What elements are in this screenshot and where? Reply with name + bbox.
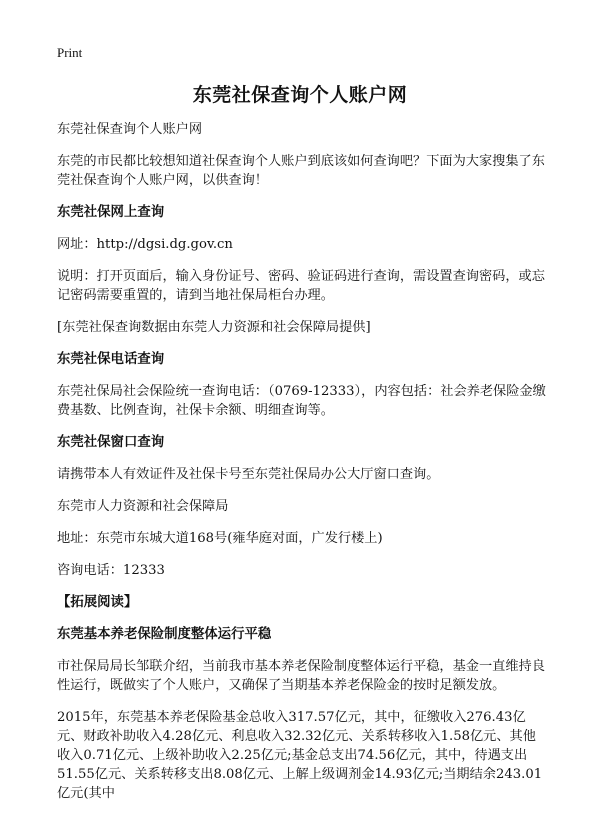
website-line: 网址：http://dgsi.dg.gov.cn [57, 237, 233, 252]
extended-reading-label: 【拓展阅读】 [57, 594, 138, 610]
pension-paragraph-2: 2015年，东莞基本养老保险基金总收入317.57亿元，其中，征缴收入276.43亿元、财政补助收入4.28亿元、利息收入32.32亿元、关系转移收入1.58亿元、其他收入0.71亿元、上级补助收入2.25亿元;基金总支出74.56亿元，其中，待遇支出51.55亿元、关系转移支出8.08亿元、上解上级调剂金14.93亿元;当期结余243.01亿元(其中 [57, 710, 543, 801]
intro-paragraph: 东莞的市民都比较想知道社保查询个人账户到底该如何查询吧？下面为大家搜集了东莞社保查询个人账户网，以供查询！ [57, 154, 545, 188]
phone-query-paragraph: 东莞社保局社会保险统一查询电话：（0769-12333），内容包括：社会养老保险金缴费基数、比例查询，社保卡余额、明细查询等。 [57, 384, 546, 418]
pension-heading: 东莞基本养老保险制度整体运行平稳 [57, 626, 272, 642]
article-body [57, 120, 547, 816]
window-query-heading: 东莞社保窗口查询 [57, 434, 165, 450]
online-instructions: 说明：打开页面后，输入身份证号、密码、验证码进行查询，需设置查询密码，或忘记密码需要重置的，请到当地社保局柜台办理。 [57, 269, 545, 303]
phone-query-heading: 东莞社保电话查询 [57, 351, 165, 367]
data-source-note: [东莞社保查询数据由东莞人力资源和社会保障局提供] [57, 320, 371, 335]
print-label: Print [57, 45, 83, 60]
page-title: 东莞社保查询个人账户网 [192, 84, 408, 106]
window-query-paragraph: 请携带本人有效证件及社保卡号至东莞社保局办公大厅窗口查询。 [57, 467, 440, 482]
hotline-line: 咨询电话：12333 [57, 563, 165, 578]
organization-name: 东莞市人力资源和社会保障局 [57, 499, 229, 514]
intro-title: 东莞社保查询个人账户网 [57, 122, 203, 137]
pension-paragraph-1: 市社保局局长邹联介绍，当前我市基本养老保险制度整体运行平稳，基金一直维持良性运行，既做实了个人账户，又确保了当期基本养老保险金的按时足额发放。 [57, 659, 545, 693]
online-query-heading: 东莞社保网上查询 [57, 204, 165, 220]
address-line: 地址：东莞市东城大道168号(雍华庭对面，广发行楼上) [57, 531, 383, 546]
